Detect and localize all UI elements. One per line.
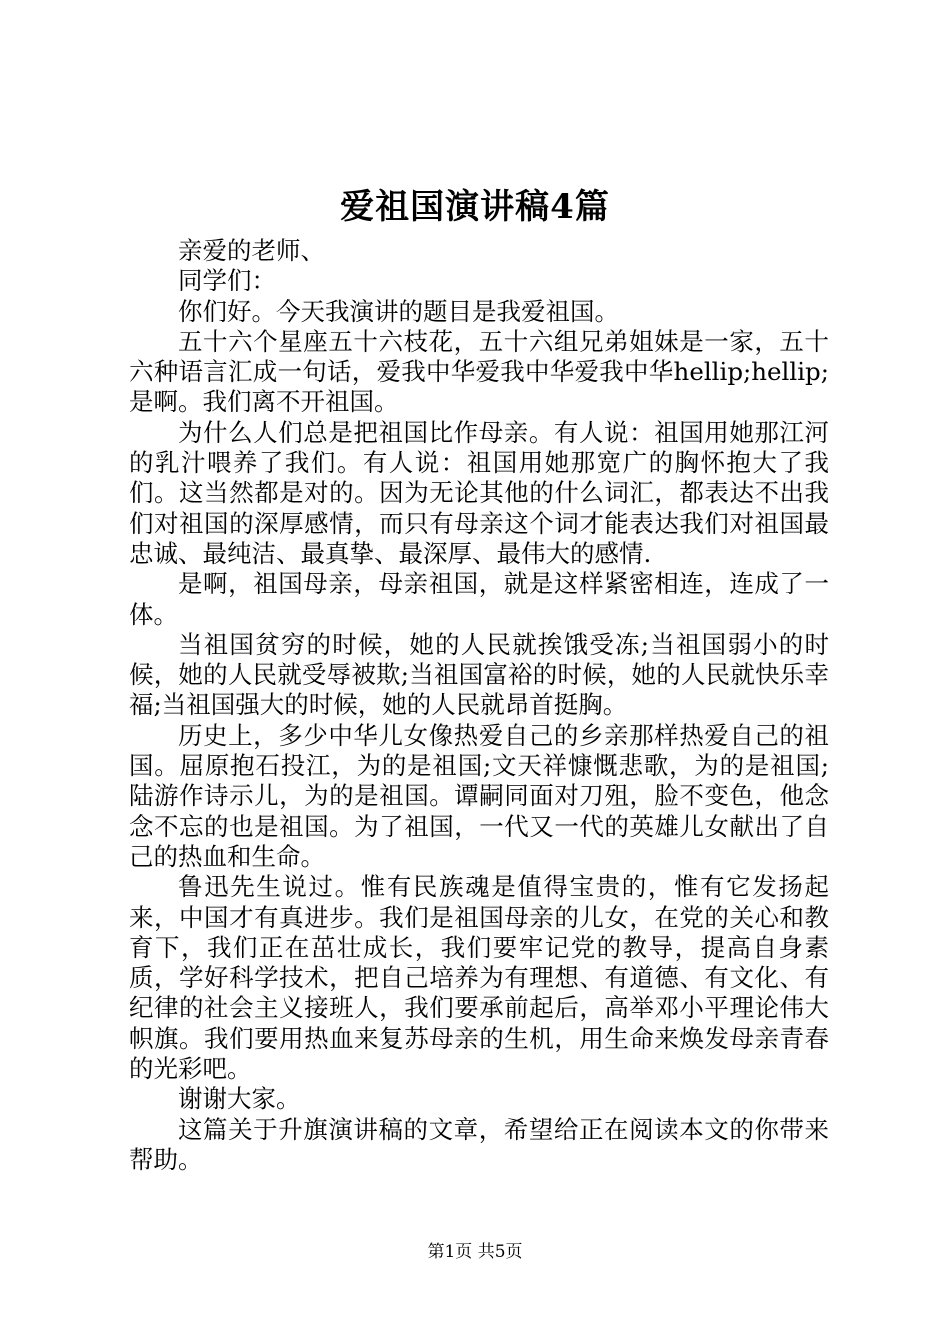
closing-line: 谢谢大家。 <box>178 1084 301 1114</box>
paragraph: 是啊，祖国母亲，母亲祖国，就是这样紧密相连，连成了一体。 <box>129 569 829 629</box>
document-title: 爱祖国演讲稿4篇 <box>340 187 610 227</box>
paragraph: 这篇关于升旗演讲稿的文章，希望给正在阅读本文的你带来帮助。 <box>129 1114 829 1174</box>
paragraph: 鲁迅先生说过。惟有民族魂是值得宝贵的，惟有它发扬起来，中国才有真进步。我们是祖国母亲的儿女，在党的关心和教育下，我们正在茁壮成长，我们要牢记党的教导，提高自身素质，学好科学技术，把自己培养为有理想、有道德、有文化、有纪律的社会主义接班人，我们要承前起后，高举邓小平理论伟大帜旗。我们要用热血来复苏母亲的生机，用生命来焕发母亲青春的光彩吧。 <box>129 872 829 1084</box>
paragraph: 当祖国贫穷的时候，她的人民就挨饿受冻;当祖国弱小的时候，她的人民就受辱被欺;当祖国富裕的时候，她的人民就快乐幸福;当祖国强大的时候，她的人民就昂首挺胸。 <box>129 629 829 720</box>
page-count: 共5页 <box>477 1242 523 1262</box>
page-footer <box>0 1240 950 1264</box>
salutation-line-2: 同学们： <box>178 266 276 296</box>
salutation-line-1: 亲爱的老师、 <box>178 236 325 265</box>
paragraph: 你们好。今天我演讲的题目是我爱祖国。 <box>178 296 619 326</box>
paragraph: 为什么人们总是把祖国比作母亲。有人说：祖国用她那江河的乳汁喂养了我们。有人说：祖国用她那宽广的胸怀抱大了我们。这当然都是对的。因为无论其他的什么词汇，都表达不出我们对祖国的深厚感情，而只有母亲这个词才能表达我们对祖国最忠诚、最纯洁、最真挚、最深厚、最伟大的感情. <box>129 417 829 568</box>
paragraph: 五十六个星座五十六枝花，五十六组兄弟姐妹是一家，五十六种语言汇成一句话，爱我中华爱我中华爱我中华hellip;hellip;是啊。我们离不开祖国。 <box>129 326 829 417</box>
page-number: 第1页 <box>427 1242 473 1262</box>
paragraph: 历史上，多少中华儿女像热爱自己的乡亲那样热爱自己的祖国。屈原抱石投江，为的是祖国;文天祥慷慨悲歌，为的是祖国;陆游作诗示儿，为的是祖国。谭嗣同面对刀殂，脸不变色，他念念不忘的也是祖国。为了祖国，一代又一代的英雄儿女献出了自己的热血和生命。 <box>129 720 829 871</box>
document-body <box>129 236 829 1175</box>
